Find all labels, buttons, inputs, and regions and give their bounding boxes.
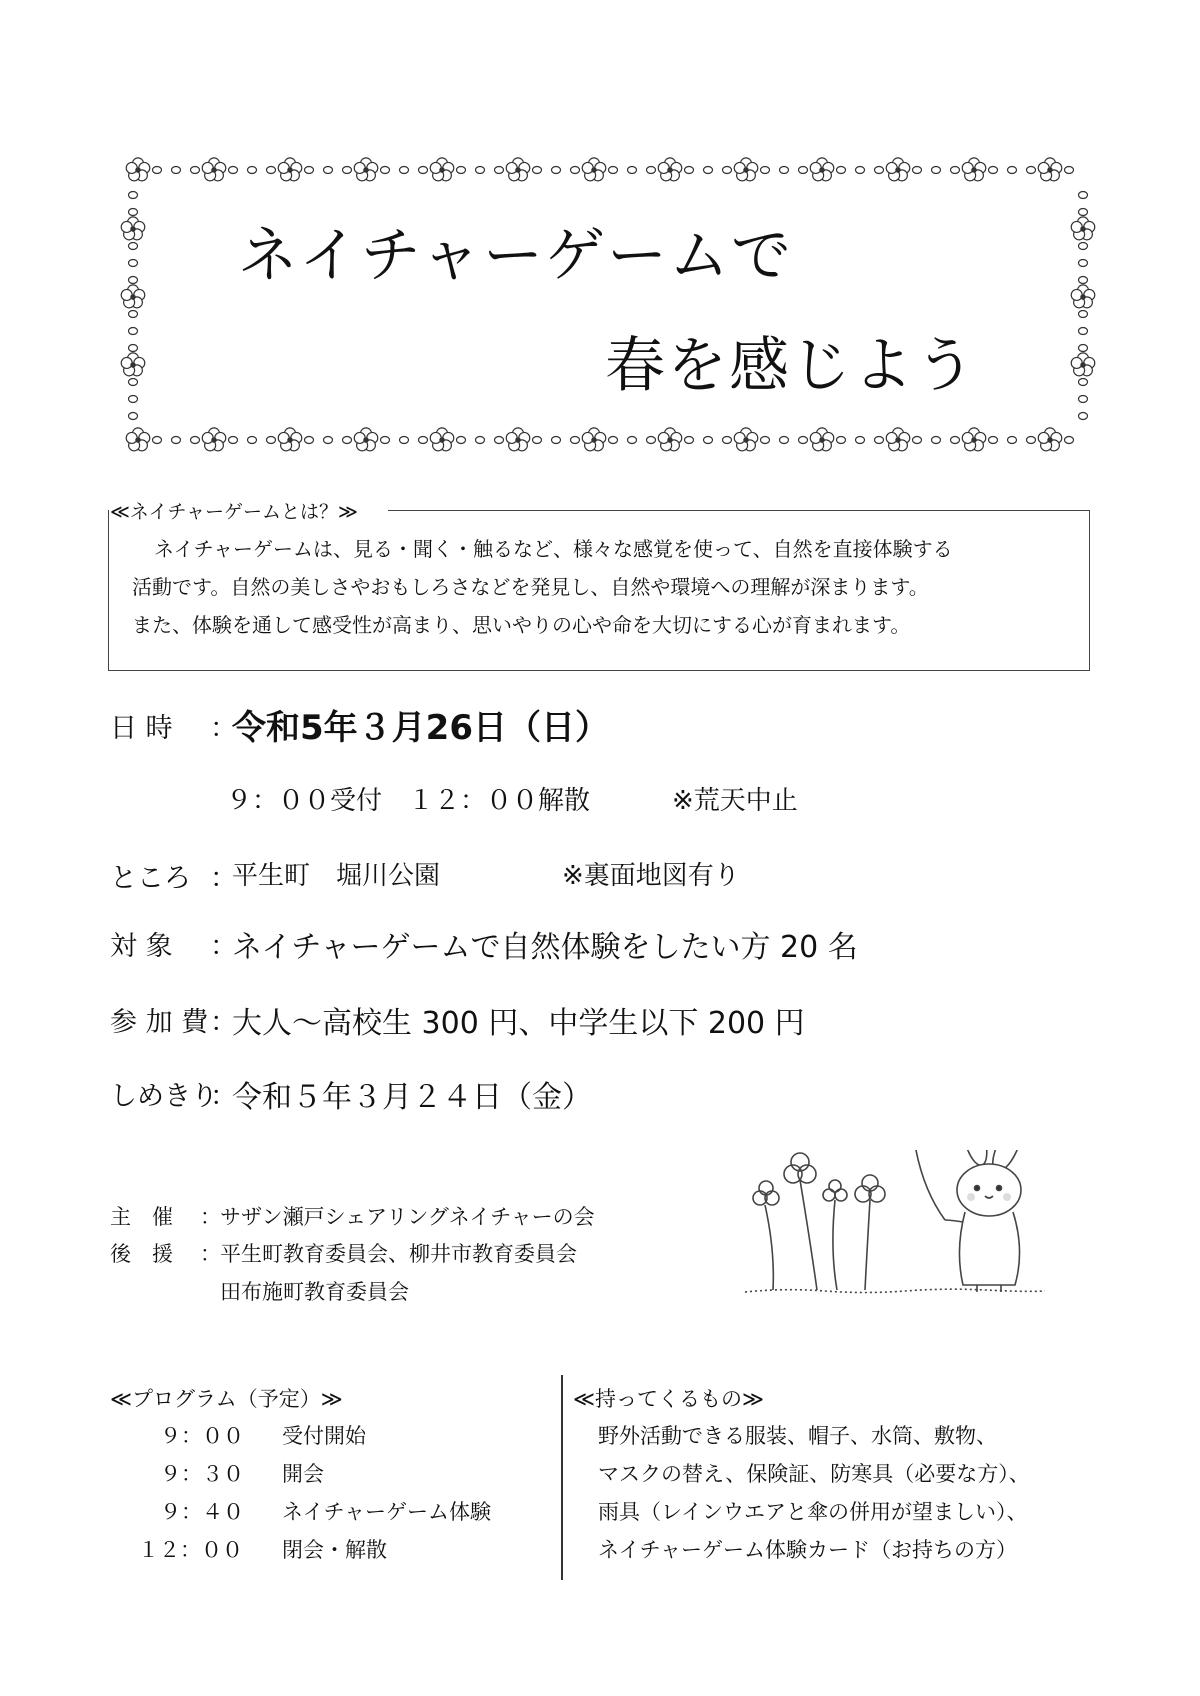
fee-value: 大人～高校生 300 円、中学生以下 200 円 [232, 1006, 805, 1041]
frame-dot [419, 437, 428, 444]
frame-flower-icon [506, 428, 530, 451]
frame-dot [913, 167, 922, 174]
rabbit-with-clover-illustration [745, 1150, 1065, 1300]
frame-dot [1027, 167, 1036, 174]
frame-flower-icon [126, 428, 150, 451]
frame-dot [229, 437, 238, 444]
frame-flower-icon [582, 158, 606, 181]
frame-dot [400, 437, 409, 444]
frame-dot [628, 437, 637, 444]
program-heading: ≪プログラム（予定）≫ [110, 1387, 343, 1411]
frame-dot [875, 167, 884, 174]
frame-dot [780, 167, 789, 174]
frame-flower-icon [962, 158, 986, 181]
frame-dot [856, 167, 865, 174]
frame-dot [153, 167, 162, 174]
frame-flower-icon [734, 428, 758, 451]
support-value-2: 田布施町教育委員会 [220, 1280, 409, 1304]
frame-dot [248, 167, 257, 174]
program-label-4: 閉会・解散 [282, 1538, 387, 1562]
frame-flower-icon [886, 428, 910, 451]
frame-dot [951, 437, 960, 444]
program-time-2: ９：３０ [160, 1462, 244, 1486]
frame-dot [1079, 192, 1088, 199]
program-time-4: １２：００ [138, 1538, 243, 1562]
frame-flower-icon [582, 428, 606, 451]
frame-dot [153, 437, 162, 444]
datetime-colon: ： [210, 713, 237, 744]
frame-flower-icon [121, 353, 145, 376]
frame-dot [129, 345, 138, 352]
host-value: サザン瀬戸シェアリングネイチャーの会 [220, 1205, 595, 1229]
frame-dot [609, 437, 618, 444]
frame-dot [248, 437, 257, 444]
place-note: ※裏面地図有り [562, 861, 740, 891]
frame-dot [495, 167, 504, 174]
place-value: 平生町 堀川公園 [232, 861, 441, 891]
frame-dot [647, 167, 656, 174]
frame-flower-icon [962, 428, 986, 451]
frame-flower-icon [202, 428, 226, 451]
frame-dot [932, 167, 941, 174]
frame-dot [1079, 345, 1088, 352]
frame-flower-icon [121, 285, 145, 308]
frame-dot [381, 167, 390, 174]
support-value-1: 平生町教育委員会、柳井市教育委員会 [220, 1242, 577, 1266]
frame-flower-icon [810, 428, 834, 451]
frame-dot [1065, 437, 1074, 444]
frame-dot [129, 209, 138, 216]
target-value: ネイチャーゲームで自然体験をしたい方 20 名 [232, 930, 858, 965]
frame-flower-icon [734, 158, 758, 181]
frame-flower-icon [202, 158, 226, 181]
frame-dot [324, 437, 333, 444]
frame-dot [932, 437, 941, 444]
section-divider [561, 1375, 563, 1580]
frame-dot [989, 437, 998, 444]
datetime-time: ９：００受付 １２：００解散 [226, 786, 591, 816]
about-heading: ≪ネイチャーゲームとは？≫ [110, 501, 358, 523]
frame-dot [191, 167, 200, 174]
frame-dot [1079, 396, 1088, 403]
frame-flower-icon [1038, 158, 1062, 181]
frame-dot [533, 437, 542, 444]
frame-flower-icon [121, 217, 145, 240]
frame-dot [723, 437, 732, 444]
place-label: ところ [110, 863, 191, 894]
frame-flower-icon [1071, 217, 1095, 240]
frame-flower-icon [658, 158, 682, 181]
frame-dot [913, 437, 922, 444]
frame-dot [419, 167, 428, 174]
about-line-1: ネイチャーゲームは、見る・聞く・触るなど、様々な感覚を使って、自然を直接体験する [154, 537, 953, 561]
frame-flower-icon [1071, 285, 1095, 308]
frame-dot [1008, 167, 1017, 174]
fee-colon: ： [210, 1007, 237, 1038]
about-box [108, 510, 1090, 671]
frame-dot [1027, 437, 1036, 444]
flower-border-frame [118, 155, 1098, 455]
frame-dot [704, 437, 713, 444]
frame-dot [799, 437, 808, 444]
frame-flower-icon [1071, 353, 1095, 376]
frame-flower-icon [886, 158, 910, 181]
frame-flower-icon [430, 428, 454, 451]
frame-dot [761, 437, 770, 444]
frame-dot [457, 437, 466, 444]
frame-dot [1079, 243, 1088, 250]
frame-dot [324, 167, 333, 174]
frame-dot [229, 167, 238, 174]
deadline-value: 令和５年３月２４日（金） [232, 1080, 592, 1115]
frame-dot [552, 167, 561, 174]
frame-dot [457, 167, 466, 174]
frame-flower-icon [126, 158, 150, 181]
target-label: 対 象 [110, 931, 173, 962]
frame-dot [343, 437, 352, 444]
frame-dot [1079, 209, 1088, 216]
program-label-1: 受付開始 [282, 1424, 366, 1448]
frame-dot [989, 167, 998, 174]
frame-dot [267, 167, 276, 174]
frame-dot [129, 277, 138, 284]
frame-dot [129, 243, 138, 250]
frame-dot [129, 311, 138, 318]
frame-dot [400, 167, 409, 174]
frame-flower-icon [278, 158, 302, 181]
frame-dot [343, 167, 352, 174]
belongings-line-2: マスクの替え、保険証、防寒具（必要な方）、 [598, 1462, 1030, 1486]
support-label: 後 援 [110, 1242, 173, 1266]
frame-dot [495, 437, 504, 444]
frame-dot [129, 192, 138, 199]
frame-dot [267, 437, 276, 444]
frame-dot [476, 167, 485, 174]
frame-dot [129, 413, 138, 420]
frame-flower-icon [810, 158, 834, 181]
fee-label: 参 加 費 [110, 1007, 209, 1038]
frame-flower-icon [1038, 428, 1062, 451]
frame-dot [875, 437, 884, 444]
page-title-line1: ネイチャーゲームで [238, 221, 793, 291]
frame-dot [837, 437, 846, 444]
datetime-note: ※荒天中止 [672, 786, 798, 816]
program-time-1: ９：００ [160, 1424, 244, 1448]
frame-dot [533, 167, 542, 174]
frame-dot [723, 167, 732, 174]
frame-dot [552, 437, 561, 444]
place-colon: ： [210, 863, 237, 894]
frame-flower-icon [354, 158, 378, 181]
frame-flower-icon [506, 158, 530, 181]
support-colon: ： [200, 1242, 221, 1266]
page-title-line2: 春を感じよう [605, 331, 977, 401]
frame-dot [685, 437, 694, 444]
frame-dot [1079, 311, 1088, 318]
frame-dot [191, 437, 200, 444]
frame-dot [837, 167, 846, 174]
about-line-3: また、体験を通して感受性が高まり、思いやりの心や命を大切にする心が育まれます。 [132, 613, 911, 637]
frame-dot [780, 437, 789, 444]
program-label-3: ネイチャーゲーム体験 [282, 1500, 491, 1524]
deadline-colon: ： [210, 1081, 237, 1112]
deadline-label: しめきり [110, 1081, 218, 1112]
frame-dot [129, 328, 138, 335]
frame-dot [571, 437, 580, 444]
frame-flower-icon [354, 428, 378, 451]
belongings-heading: ≪持ってくるもの≫ [573, 1387, 764, 1411]
frame-dot [129, 260, 138, 267]
datetime-value: 令和5年３月26日（日） [232, 708, 609, 748]
frame-dot [628, 167, 637, 174]
frame-dot [172, 167, 181, 174]
frame-dot [1079, 413, 1088, 420]
datetime-label: 日 時 [110, 713, 173, 744]
frame-dot [609, 167, 618, 174]
belongings-line-1: 野外活動できる服装、帽子、水筒、敷物、 [598, 1424, 997, 1448]
frame-dot [172, 437, 181, 444]
belongings-line-3: 雨具（レインウエアと傘の併用が望ましい）、 [598, 1500, 1028, 1524]
frame-dot [129, 379, 138, 386]
frame-dot [761, 167, 770, 174]
host-colon: ： [200, 1205, 221, 1229]
program-time-3: ９：４０ [160, 1500, 244, 1524]
host-label: 主 催 [110, 1205, 173, 1229]
frame-dot [1079, 328, 1088, 335]
about-line-2: 活動です。自然の美しさやおもしろさなどを発見し、自然や環境への理解が深まります。 [132, 575, 929, 599]
frame-dot [1079, 260, 1088, 267]
frame-dot [951, 167, 960, 174]
frame-dot [856, 437, 865, 444]
frame-dot [647, 437, 656, 444]
frame-dot [129, 396, 138, 403]
frame-dot [1065, 167, 1074, 174]
frame-dot [381, 437, 390, 444]
frame-dot [1008, 437, 1017, 444]
frame-dot [305, 167, 314, 174]
frame-dot [305, 437, 314, 444]
frame-dot [685, 167, 694, 174]
frame-dot [799, 167, 808, 174]
target-colon: ： [210, 931, 237, 962]
frame-dot [1079, 379, 1088, 386]
frame-flower-icon [658, 428, 682, 451]
frame-dot [571, 167, 580, 174]
frame-flower-icon [278, 428, 302, 451]
belongings-line-4: ネイチャーゲーム体験カード（お持ちの方） [598, 1538, 1017, 1562]
frame-dot [476, 437, 485, 444]
frame-flower-icon [430, 158, 454, 181]
program-label-2: 開会 [282, 1462, 324, 1486]
frame-dot [1079, 277, 1088, 284]
frame-dot [704, 167, 713, 174]
